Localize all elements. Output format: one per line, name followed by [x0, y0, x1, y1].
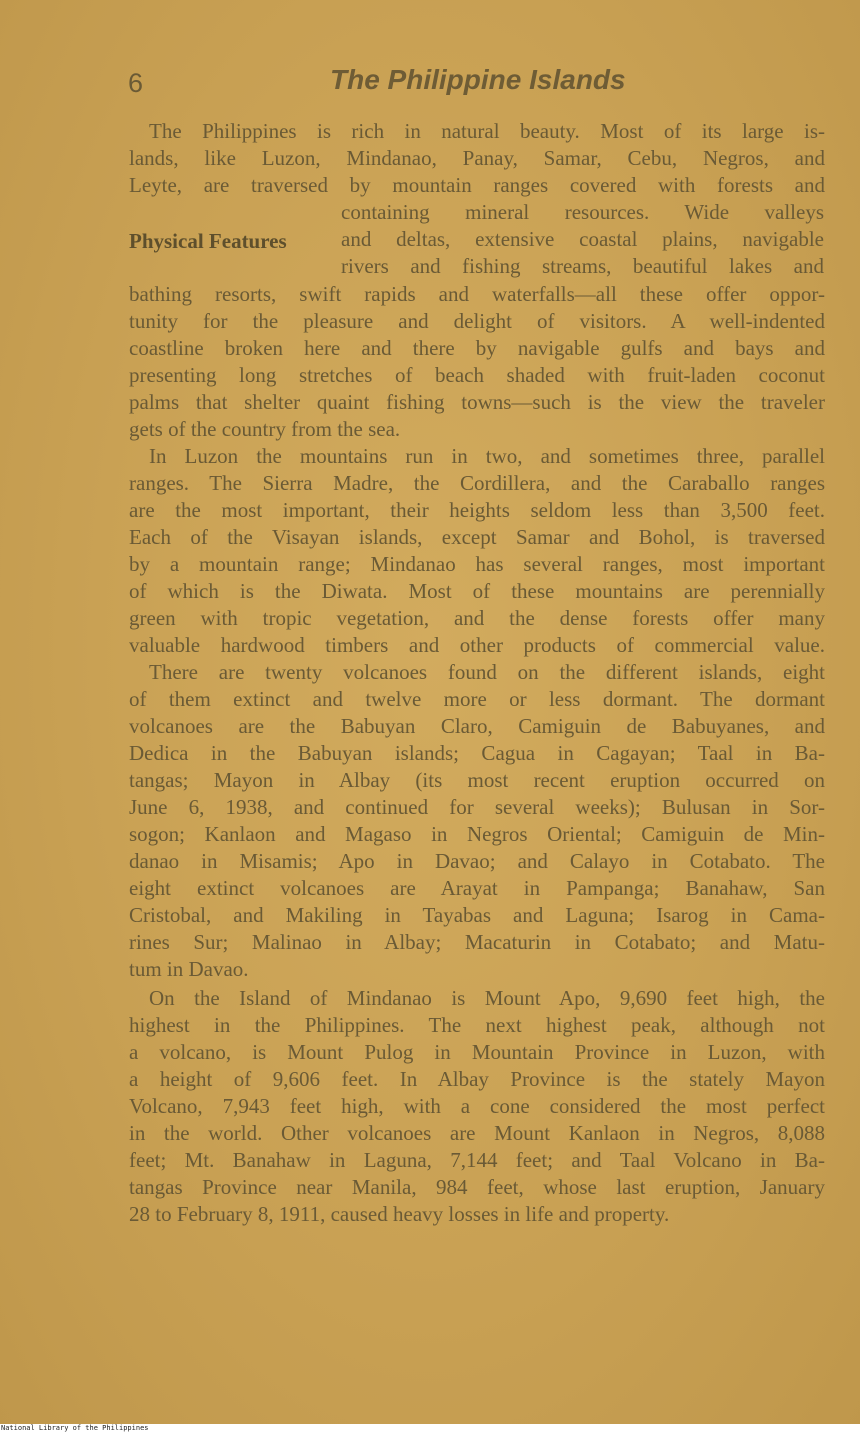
paragraph-1-continued — [129, 281, 825, 443]
paragraph-1 — [129, 118, 825, 199]
text-line: sogon; Kanlaon and Magaso in Negros Oriental; Camiguin de Min- — [129, 822, 825, 846]
text-line: gets of the country from the sea. — [129, 417, 401, 441]
text-line: in the world. Other volcanoes are Mount Kanlaon in Negros, 8,088 — [129, 1121, 825, 1145]
text-line: tunity for the pleasure and delight of visitors. A well-indented — [129, 309, 825, 333]
running-title: The Philippine Islands — [330, 64, 626, 95]
text-line: rines Sur; Malinao in Albay; Macaturin in Cotabato; and Matu- — [129, 930, 825, 954]
page-header — [128, 64, 828, 104]
text-line: and deltas, extensive coastal plains, navigable — [341, 227, 824, 251]
text-line: green with tropic vegetation, and the dense forests offer many — [129, 606, 825, 630]
text-line: Leyte, are traversed by mountain ranges covered with forests and — [129, 173, 825, 197]
text-line: by a mountain range; Mindanao has several ranges, most important — [129, 552, 825, 576]
text-line: On the Island of Mindanao is Mount Apo, 9,690 feet high, the — [149, 986, 825, 1010]
paragraph-3 — [129, 659, 825, 983]
side-heading: Physical Features — [129, 229, 287, 253]
page-number: 6 — [128, 68, 144, 98]
text-line: tangas; Mayon in Albay (its most recent eruption occurred on — [129, 768, 825, 792]
text-line: ranges. The Sierra Madre, the Cordillera, and the Caraballo ranges — [129, 471, 825, 495]
text-line: Cristobal, and Makiling in Tayabas and Laguna; Isarog in Cama- — [129, 903, 825, 927]
text-line: a height of 9,606 feet. In Albay Province is the stately Mayon — [129, 1067, 825, 1091]
text-line: lands, like Luzon, Mindanao, Panay, Samar, Cebu, Negros, and — [129, 146, 825, 170]
paragraph-2 — [129, 443, 825, 659]
text-line: containing mineral resources. Wide valleys — [341, 200, 824, 224]
text-line: tangas Province near Manila, 984 feet, whose last eruption, January — [129, 1175, 825, 1199]
text-line: There are twenty volcanoes found on the different islands, eight — [149, 660, 825, 684]
text-line: presenting long stretches of beach shaded with fruit-laden coconut — [129, 363, 825, 387]
text-line: The Philippines is rich in natural beauty. Most of its large is- — [149, 119, 825, 143]
text-line: are the most important, their heights seldom less than 3,500 feet. — [129, 498, 825, 522]
text-line: volcanoes are the Babuyan Claro, Camiguin de Babuyanes, and — [129, 714, 825, 738]
text-line: palms that shelter quaint fishing towns—such is the view the traveler — [129, 390, 825, 414]
paragraph-4 — [129, 985, 825, 1228]
text-line: highest in the Philippines. The next highest peak, although not — [129, 1013, 825, 1037]
text-line: rivers and fishing streams, beautiful lakes and — [341, 254, 824, 278]
text-line: 28 to February 8, 1911, caused heavy losses in life and property. — [129, 1202, 670, 1226]
text-line: Volcano, 7,943 feet high, with a cone considered the most perfect — [129, 1094, 825, 1118]
text-line: June 6, 1938, and continued for several weeks); Bulusan in Sor- — [129, 795, 825, 819]
text-line: valuable hardwood timbers and other products of commercial value. — [129, 633, 825, 657]
text-line: tum in Davao. — [129, 957, 249, 981]
footer-credit: National Library of the Philippines — [1, 1424, 149, 1432]
text-line: In Luzon the mountains run in two, and sometimes three, parallel — [149, 444, 825, 468]
text-line: Dedica in the Babuyan islands; Cagua in Cagayan; Taal in Ba- — [129, 741, 825, 765]
text-line: coastline broken here and there by navigable gulfs and bays and — [129, 336, 825, 360]
text-line: of them extinct and twelve more or less dormant. The dormant — [129, 687, 825, 711]
text-line: eight extinct volcanoes are Arayat in Pampanga; Banahaw, San — [129, 876, 825, 900]
text-line: of which is the Diwata. Most of these mountains are perennially — [129, 579, 825, 603]
text-line: bathing resorts, swift rapids and waterfalls—all these offer oppor- — [129, 282, 825, 306]
text-line: feet; Mt. Banahaw in Laguna, 7,144 feet; and Taal Volcano in Ba- — [129, 1148, 825, 1172]
text-line: Each of the Visayan islands, except Samar and Bohol, is traversed — [129, 525, 825, 549]
text-line: a volcano, is Mount Pulog in Mountain Province in Luzon, with — [129, 1040, 825, 1064]
text-line: danao in Misamis; Apo in Davao; and Calayo in Cotabato. The — [129, 849, 825, 873]
